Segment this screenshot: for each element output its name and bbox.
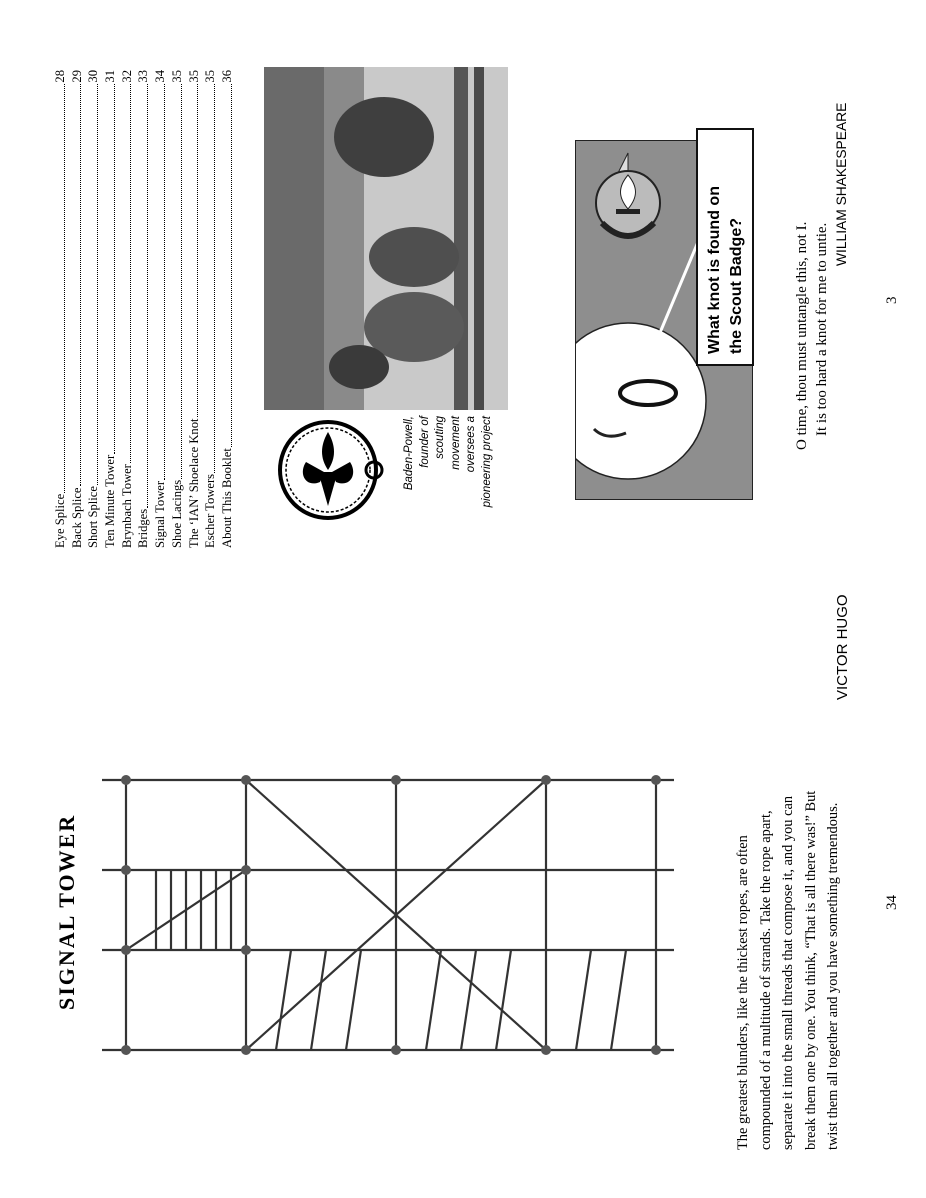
quote-line: break them one by one. You think, “That is all there was!” But bbox=[802, 790, 819, 1150]
quote-attribution: WILLIAM SHAKESPEARE bbox=[834, 102, 849, 266]
quote-line: The greatest blunders, like the thickest ropes, are often bbox=[735, 835, 751, 1150]
table-of-contents bbox=[52, 70, 236, 548]
badge-question: What knot is found on the Scout Badge? bbox=[696, 128, 754, 366]
toc-entry[interactable]: Back Splice 29 bbox=[69, 70, 84, 548]
quote-line: compounded of a multitude of strands. Take the rope apart, bbox=[757, 810, 774, 1150]
victor-hugo-quote bbox=[732, 690, 845, 1150]
shakespeare-quote bbox=[792, 222, 832, 450]
toc-entry[interactable]: Shoe Lacings 35 bbox=[169, 70, 184, 548]
toc-entry[interactable]: Ten Minute Tower 31 bbox=[103, 70, 118, 548]
photo-caption: Baden-Powell, founder of scouting movement oversees a pioneering project bbox=[403, 416, 493, 508]
baden-powell-photo bbox=[264, 67, 508, 410]
quote-attribution: VICTOR HUGO bbox=[834, 594, 851, 700]
toc-entry[interactable]: The ‘IAN’ Shoelace Knot 35 bbox=[186, 70, 201, 548]
toc-entry[interactable]: Escher Towers 35 bbox=[203, 70, 218, 548]
toc-entry[interactable]: Bridges 33 bbox=[136, 70, 151, 548]
toc-entry[interactable]: Eye Splice 28 bbox=[53, 70, 67, 548]
page-number-right: 3 bbox=[884, 296, 900, 304]
quote-line: separate it into the small threads that compose it, and you can bbox=[780, 795, 797, 1150]
quote-line: twist them all together and you have something tremendous. bbox=[825, 802, 842, 1150]
quote-line: It is too hard a knot for me to untie. bbox=[814, 222, 830, 436]
toc-entry[interactable]: About This Booklet 36 bbox=[219, 70, 234, 548]
toc-entry[interactable]: Short Splice 30 bbox=[86, 70, 101, 548]
toc-entry[interactable]: Brynbach Tower 32 bbox=[119, 70, 134, 548]
page-title: SIGNAL TOWER bbox=[54, 813, 79, 1010]
toc-entry[interactable]: Signal Tower 34 bbox=[153, 70, 168, 548]
quote-line: O time, thou must untangle this, not I. bbox=[794, 221, 810, 450]
page-number-left: 34 bbox=[884, 895, 900, 910]
signal-tower-illustration bbox=[96, 760, 680, 1080]
fleur-de-lis-emblem bbox=[276, 418, 394, 522]
